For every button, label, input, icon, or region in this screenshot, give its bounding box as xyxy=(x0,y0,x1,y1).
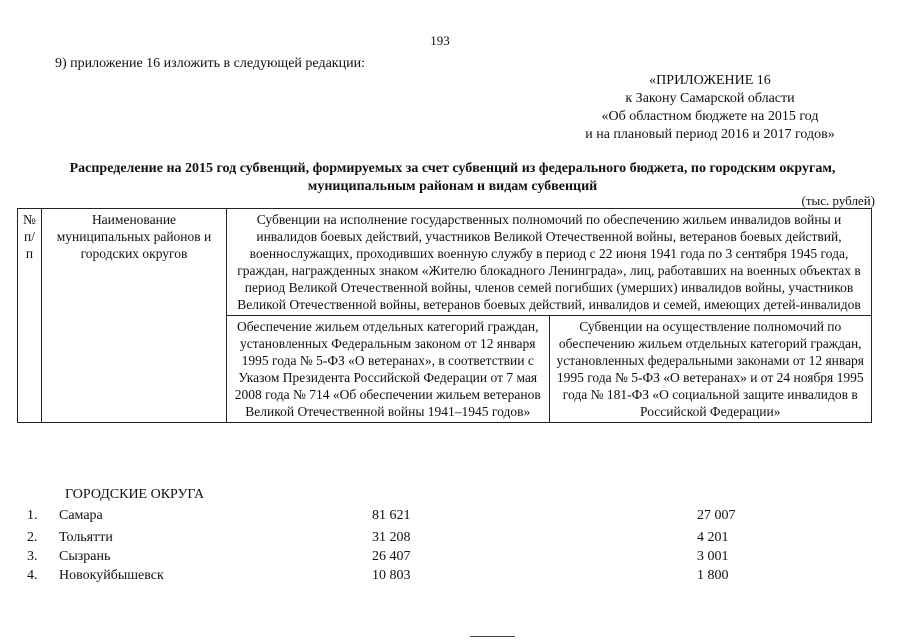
group-label: ГОРОДСКИЕ ОКРУГА xyxy=(65,487,205,502)
row-number: 2. xyxy=(27,530,38,545)
row-name: Сызрань xyxy=(59,549,111,564)
table-row xyxy=(17,549,872,569)
document-title: Распределение на 2015 год субвенций, формируемых за счет субвенций из федерального бюджета, по городским округам, муниципальным районам и видам субвенций xyxy=(69,161,836,194)
row-name: Самара xyxy=(59,508,103,523)
header-name: Наименование муниципальных районов и городских округов xyxy=(42,209,227,423)
row-number: 1. xyxy=(27,508,38,523)
table-row xyxy=(17,508,872,528)
footer-divider xyxy=(470,636,515,637)
header-num: № п/п xyxy=(18,209,42,423)
table-header xyxy=(17,208,872,423)
table-row xyxy=(17,530,872,550)
appendix-header xyxy=(560,72,860,144)
row-value-2: 4 201 xyxy=(697,530,729,545)
row-value-2: 1 800 xyxy=(697,568,729,583)
appendix-line-2: к Закону Самарской области xyxy=(625,91,795,106)
appendix-line-1: «ПРИЛОЖЕНИЕ 16 xyxy=(649,73,771,88)
row-name: Тольятти xyxy=(59,530,113,545)
row-number: 3. xyxy=(27,549,38,564)
appendix-line-4: и на плановый период 2016 и 2017 годов» xyxy=(585,127,835,142)
header-sub-1: Обеспечение жильем отдельных категорий граждан, установленных Федеральным законом от 12 января 1995 года № 5-ФЗ «О ветеранах», в соответствии с Указом Президента Российской Федерации от 7 мая 2008 года № 714 «Об обеспечении жильем ветеранов Великой Отечественной войны 1941–1945 годов» xyxy=(227,316,550,423)
page-number: 193 xyxy=(430,33,450,48)
row-value-1: 81 621 xyxy=(372,508,411,523)
row-value-1: 26 407 xyxy=(372,549,411,564)
row-number: 4. xyxy=(27,568,38,583)
header-main: Субвенции на исполнение государственных полномочий по обеспечению жильем инвалидов войны и инвалидов боевых действий, участников Великой Отечественной войны, ветеранов боевых действий, военнослужащих, проходивших военную службу в период с 22 июня 1941 года по 3 сентября 1945 года, граждан, награжденных знаком «Жителю блокадного Ленинграда», лиц, работавших на военных объектах в период Великой Отечественной войны, членов семей погибших (умерших) инвалидов войны, участников Великой Отечественной войны, ветеранов боевых действий, инвалидов и семей, имеющих детей-инвалидов xyxy=(227,209,872,316)
row-value-1: 31 208 xyxy=(372,530,411,545)
row-name: Новокуйбышевск xyxy=(59,568,164,583)
header-sub-2: Субвенции на осуществление полномочий по обеспечению жильем отдельных категорий граждан, установленных федеральными законами от 12 января 1995 года № 5-ФЗ «О ветеранах» и от 24 ноября 1995 года № 181-ФЗ «О социальной защите инвалидов в Российской Федерации» xyxy=(549,316,872,423)
intro-text: 9) приложение 16 изложить в следующей редакции: xyxy=(55,56,365,71)
row-value-2: 3 001 xyxy=(697,549,729,564)
row-value-2: 27 007 xyxy=(697,508,736,523)
units-label: (тыс. рублей) xyxy=(801,193,875,208)
table-row xyxy=(17,568,872,588)
row-value-1: 10 803 xyxy=(372,568,411,583)
appendix-line-3: «Об областном бюджете на 2015 год xyxy=(601,109,819,124)
